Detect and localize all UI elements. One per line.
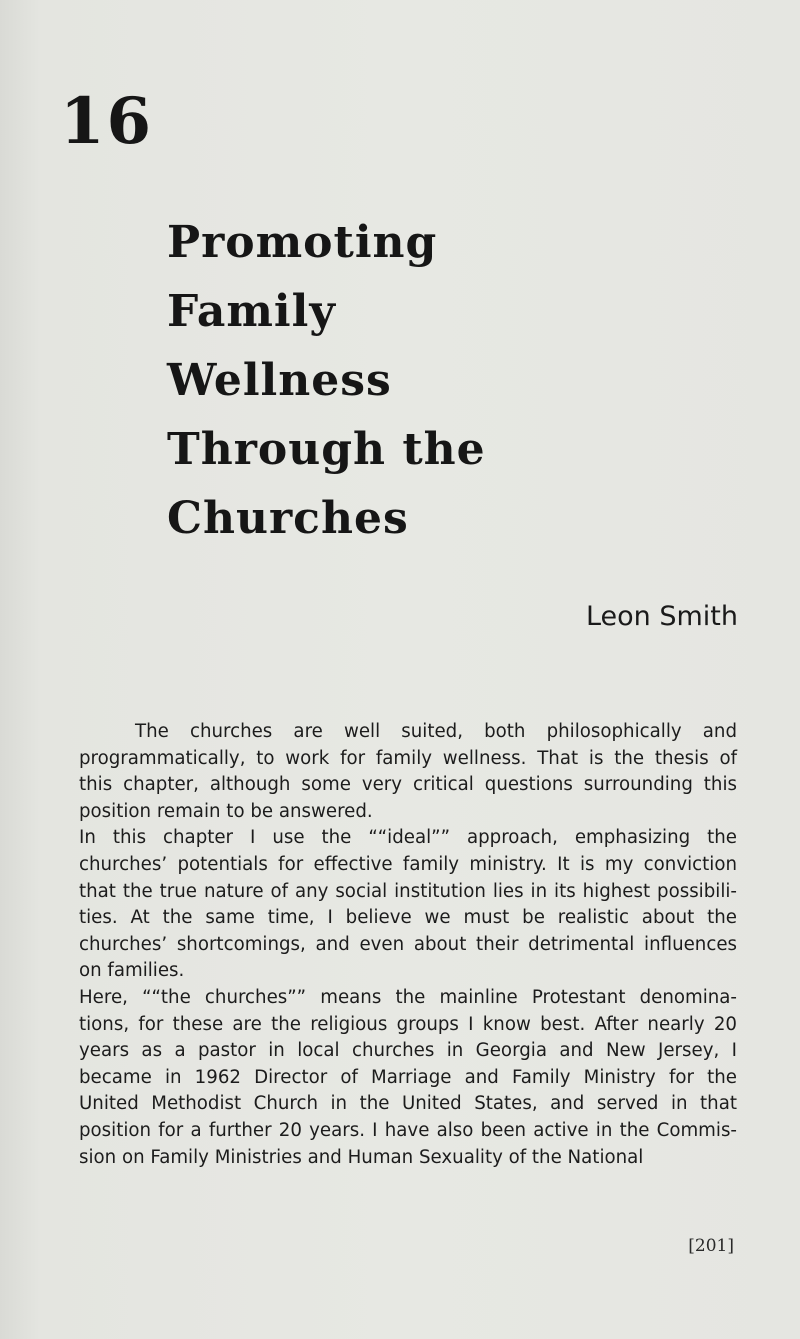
text-line: churches’ potentials for effective family ministry. It is my conviction bbox=[79, 853, 737, 875]
chapter-title-line: Family bbox=[167, 286, 336, 337]
text-line: position for a further 20 years. I have also been active in the Commis- bbox=[79, 1119, 737, 1141]
text-line: became in 1962 Director of Marriage and Family Ministry for the bbox=[79, 1066, 737, 1088]
author-name: Leon Smith bbox=[585, 601, 738, 632]
text-line: position remain to be answered. bbox=[79, 800, 373, 822]
text-line: United Methodist Church in the United States, and served in that bbox=[79, 1093, 737, 1115]
page-number: [201] bbox=[688, 1236, 734, 1256]
chapter-title bbox=[167, 208, 486, 553]
text-line: sion on Family Ministries and Human Sexuality of the National bbox=[79, 1146, 644, 1168]
paragraph bbox=[79, 719, 737, 825]
text-line: In this chapter I use the ““ideal”” approach, emphasizing the bbox=[79, 827, 737, 849]
chapter-title-line: Promoting bbox=[167, 217, 438, 268]
paragraph bbox=[79, 825, 737, 985]
text-line: this chapter, although some very critical questions surrounding this bbox=[79, 774, 737, 796]
text-line: programmatically, to work for family wellness. That is the thesis of bbox=[79, 747, 737, 769]
chapter-title-line: Churches bbox=[167, 493, 409, 544]
chapter-number: 16 bbox=[60, 84, 154, 159]
text-line: tions, for these are the religious groups I know best. After nearly 20 bbox=[79, 1013, 737, 1035]
text-line: Here, ““the churches”” means the mainline Protestant denomina- bbox=[79, 986, 737, 1008]
text-line: ties. At the same time, I believe we must be realistic about the bbox=[79, 907, 737, 929]
paragraph bbox=[79, 985, 737, 1171]
text-line: The churches are well suited, both philosophically and bbox=[135, 721, 737, 742]
text-line: churches’ shortcomings, and even about their detrimental influences bbox=[79, 933, 737, 955]
chapter-title-line: Wellness bbox=[167, 355, 392, 406]
text-line: that the true nature of any social institution lies in its highest possibili- bbox=[79, 880, 737, 902]
text-line: years as a pastor in local churches in Georgia and New Jersey, I bbox=[79, 1040, 737, 1062]
chapter-title-line: Through the bbox=[167, 424, 486, 475]
body-text bbox=[79, 719, 737, 1171]
text-line: on families. bbox=[79, 960, 185, 982]
